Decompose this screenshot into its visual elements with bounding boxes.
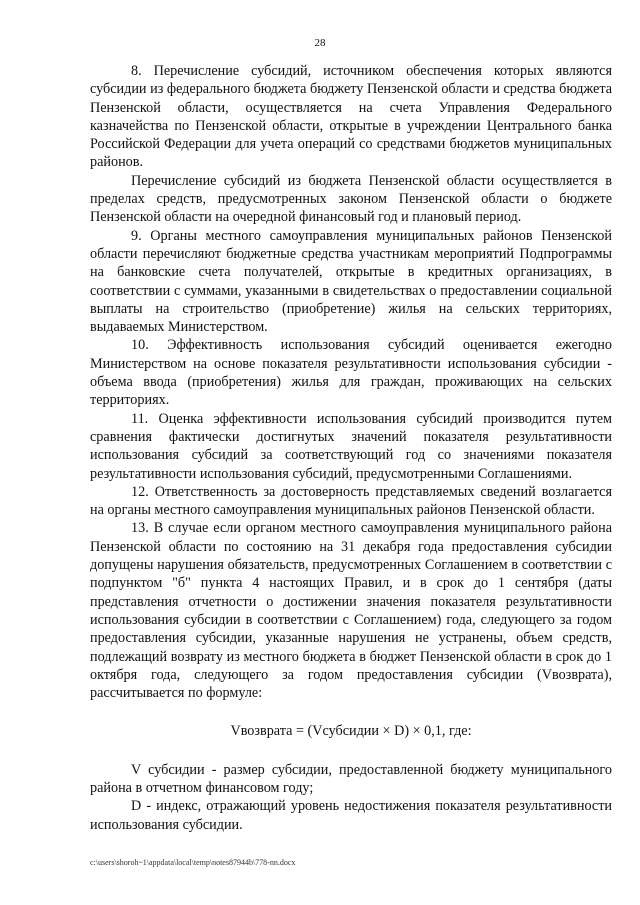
paragraph-transfer-limits: Перечисление субсидий из бюджета Пензенской области осуществляется в пределах средств, предусмотренных законом Пензенской области о бюджете Пензенской области на очередной финансовый год и плановый период. (90, 172, 612, 226)
paragraph-10: 10. Эффективность использования субсидий оценивается ежегодно Министерством на основе показателя результативности использования субсидии - объема ввода (приобретения) жилья для граждан, проживающих на сельских территориях. (90, 337, 612, 409)
footer-file-path: c:\users\shoroh~1\appdata\local\temp\notes87944b\778-nn.docx (90, 858, 296, 867)
definition-d-index: D - индекс, отражающий уровень недостижения показателя результативности использования субсидии. (90, 798, 612, 833)
document-body (90, 62, 612, 834)
paragraph-12: 12. Ответственность за достоверность представляемых сведений возлагается на органы местного самоуправления муниципальных районов Пензенской области. (90, 483, 612, 519)
paragraph-9: 9. Органы местного самоуправления муниципальных районов Пензенской области перечисляют бюджетные средства участникам мероприятий Подпрограммы на банковские счета получателей, открытые в кредитных организациях, в соответствии с суммами, указанными в свидетельствах о предоставлении социальной выплаты на строительство (приобретение) жилья на сельских территориях, выдаваемых Министерством. (90, 227, 612, 336)
definition-v-subsidy: V субсидии - размер субсидии, предоставленной бюджету муниципального района в отчетном финансовом году; (90, 761, 612, 796)
paragraph-8: 8. Перечисление субсидий, источником обеспечения которых являются субсидии из федерального бюджета бюджету Пензенской области и средства бюджета Пензенской области, осуществляется на счета Управления Федерального казначейства по Пензенской области, открытые в учреждении Центрального банка Российской Федерации для учета операций со средствами бюджетов муниципальных районов. (90, 63, 612, 171)
refund-formula: Vвозврата = (Vсубсидии × D) × 0,1, где: (230, 723, 472, 740)
page-number: 28 (314, 37, 326, 49)
paragraph-13: 13. В случае если органом местного самоуправления муниципального района Пензенской области по состоянию на 31 декабря года предоставления субсидии допущены нарушения обязательств, предусмотренных Соглашением в соответствии с подпунктом "б" пункта 4 настоящих Правил, и в срок до 1 сентября (даты представления отчетности о достижении значения показателя результативности использования субсидии в соответствии с Соглашением) года, следующего за годом предоставления субсидии, указанные нарушения не устранены, объем средств, подлежащий возврату из местного бюджета в бюджет Пензенской области в срок до 1 октября года, следующего за годом предоставления субсидии (Vвозврата), рассчитывается по формуле: (90, 520, 612, 702)
paragraph-11: 11. Оценка эффективности использования субсидий производится путем сравнения фактически достигнутых значений показателя результативности использования субсидий за соответствующий год со значениями показателя результативности использования субсидий, предусмотренными Соглашениями. (90, 410, 612, 482)
